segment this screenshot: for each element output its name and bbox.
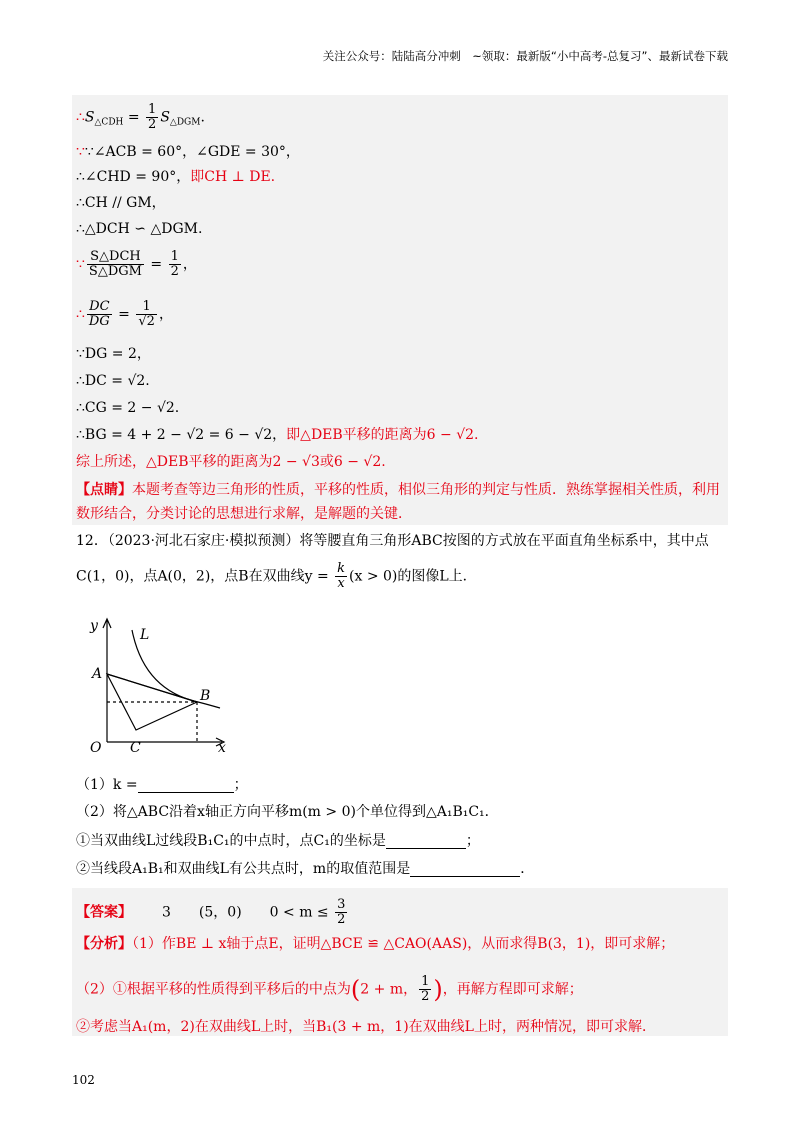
- point-b-label: B: [200, 688, 211, 704]
- analysis-line-3: ②考虑当A₁(m，2)在双曲线L上时，当B₁(3 + m，1)在双曲线L上时，两种情况，即可求解．: [76, 1019, 656, 1035]
- solution-line-10: ∴CG = 2 − √2.: [76, 400, 180, 416]
- solution-line-3: ∴∠CHD = 90°，即CH ⊥ DE.: [76, 169, 276, 185]
- solution-line-12: 综上所述，△DEB平移的距离为2 − √3或6 − √2.: [76, 454, 386, 470]
- question-2: （2）将△ABC沿着x轴正方向平移m(m > 0)个单位得到△A₁B₁C₁．: [76, 804, 499, 820]
- fraction: $\frac{1}{√2}$: [138, 299, 155, 329]
- question-2-2: ②当线段A₁B₁和双曲线L有公共点时，m的取值范围是 ．: [76, 861, 535, 877]
- solution-line-9: ∴DC = √2.: [76, 373, 150, 389]
- coordinate-figure: [82, 612, 242, 757]
- origin-label: O: [90, 740, 102, 756]
- problem-line-1: 12．（2023·河北石家庄·模拟预测）将等腰直角三角形ABC按图的方式放在平面直角坐标系中，其中点: [76, 533, 709, 549]
- analysis-line-1: 【分析】（1）作BE ⊥ x轴于点E，证明△BCE ≌ △CAO(AAS)，从而求得B(3，1)，即可求解；: [76, 936, 675, 952]
- solution-line-6: ∵ $\frac{\text{S△DCH}}{\text{S△DGM}}$ = $\frac{1}{2}$ ，: [76, 249, 197, 279]
- page-header: 关注公众号：陆陆高分冲刺 ~领取：最新版“小中高考-总复习”、最新试卷下载: [322, 49, 728, 63]
- answer-blank: [410, 862, 520, 877]
- page-number: 102: [72, 1073, 95, 1087]
- fraction: $\frac{\text{S△DCH}}{\text{S△DGM}}$: [88, 249, 142, 279]
- point-c-label: C: [130, 740, 141, 756]
- fraction: $\frac{DC}{DG}$: [88, 299, 110, 329]
- problem-line-2: C(1，0)，点A(0，2)，点B在双曲线y = $\frac{k}{x}$ (x > 0)的图像L上．: [76, 561, 477, 591]
- question-1: （1）k = ；: [76, 777, 248, 793]
- fraction: $\frac{k}{x}$: [337, 561, 346, 591]
- solution-line-7: ∴ $\frac{DC}{DG}$ = $\frac{1}{√2}$ ，: [76, 299, 173, 329]
- fraction: $\frac{1}{2}$: [170, 249, 179, 279]
- curve-l-label: L: [140, 627, 150, 643]
- point-a-label: A: [92, 666, 103, 682]
- solution-line-4: ∴CH // GM，: [76, 195, 166, 211]
- analysis-line-2: （2）①根据平移的性质得到平移后的中点为(2 + m， $\frac{1}{2}$ )，再解方程即可求解；: [76, 974, 583, 1004]
- x-axis-label: x: [218, 740, 226, 756]
- dianjing-line-1: 【点睛】本题考查等边三角形的性质，平移的性质，相似三角形的判定与性质．熟练掌握相关性质，利用: [76, 482, 720, 498]
- question-2-1: ①当双曲线L过线段B₁C₁的中点时，点C₁的坐标是 ；: [76, 833, 480, 849]
- answer-blank: [138, 778, 234, 793]
- fraction: $\frac{1}{2}$: [421, 974, 430, 1004]
- solution-line-5: ∴△DCH ∽ △DGM.: [76, 221, 203, 237]
- fraction: $\frac{1}{2}$: [148, 102, 157, 132]
- solution-line-1: $\therefore S_{\triangle CDH}$ = $\frac{1}{2}$ $S_{\triangle DGM}$.: [76, 102, 205, 132]
- solution-line-8: ∵DG = 2，: [76, 346, 151, 362]
- answer-line: 【答案】 3 (5，0) 0 < m ≤ $\frac{3}{2}$: [76, 897, 346, 927]
- solution-line-11: ∴BG = 4 + 2 − √2 = 6 − √2，即△DEB平移的距离为6 − √2.: [76, 427, 479, 443]
- y-axis-label: y: [90, 618, 98, 634]
- fraction: $\frac{3}{2}$: [337, 897, 346, 927]
- dianjing-line-2: 数形结合，分类讨论的思想进行求解，是解题的关键．: [76, 506, 412, 522]
- answer-blank: [386, 834, 466, 849]
- solution-line-2: ∵∵∠ACB = 60°，∠GDE = 30°，: [76, 144, 300, 160]
